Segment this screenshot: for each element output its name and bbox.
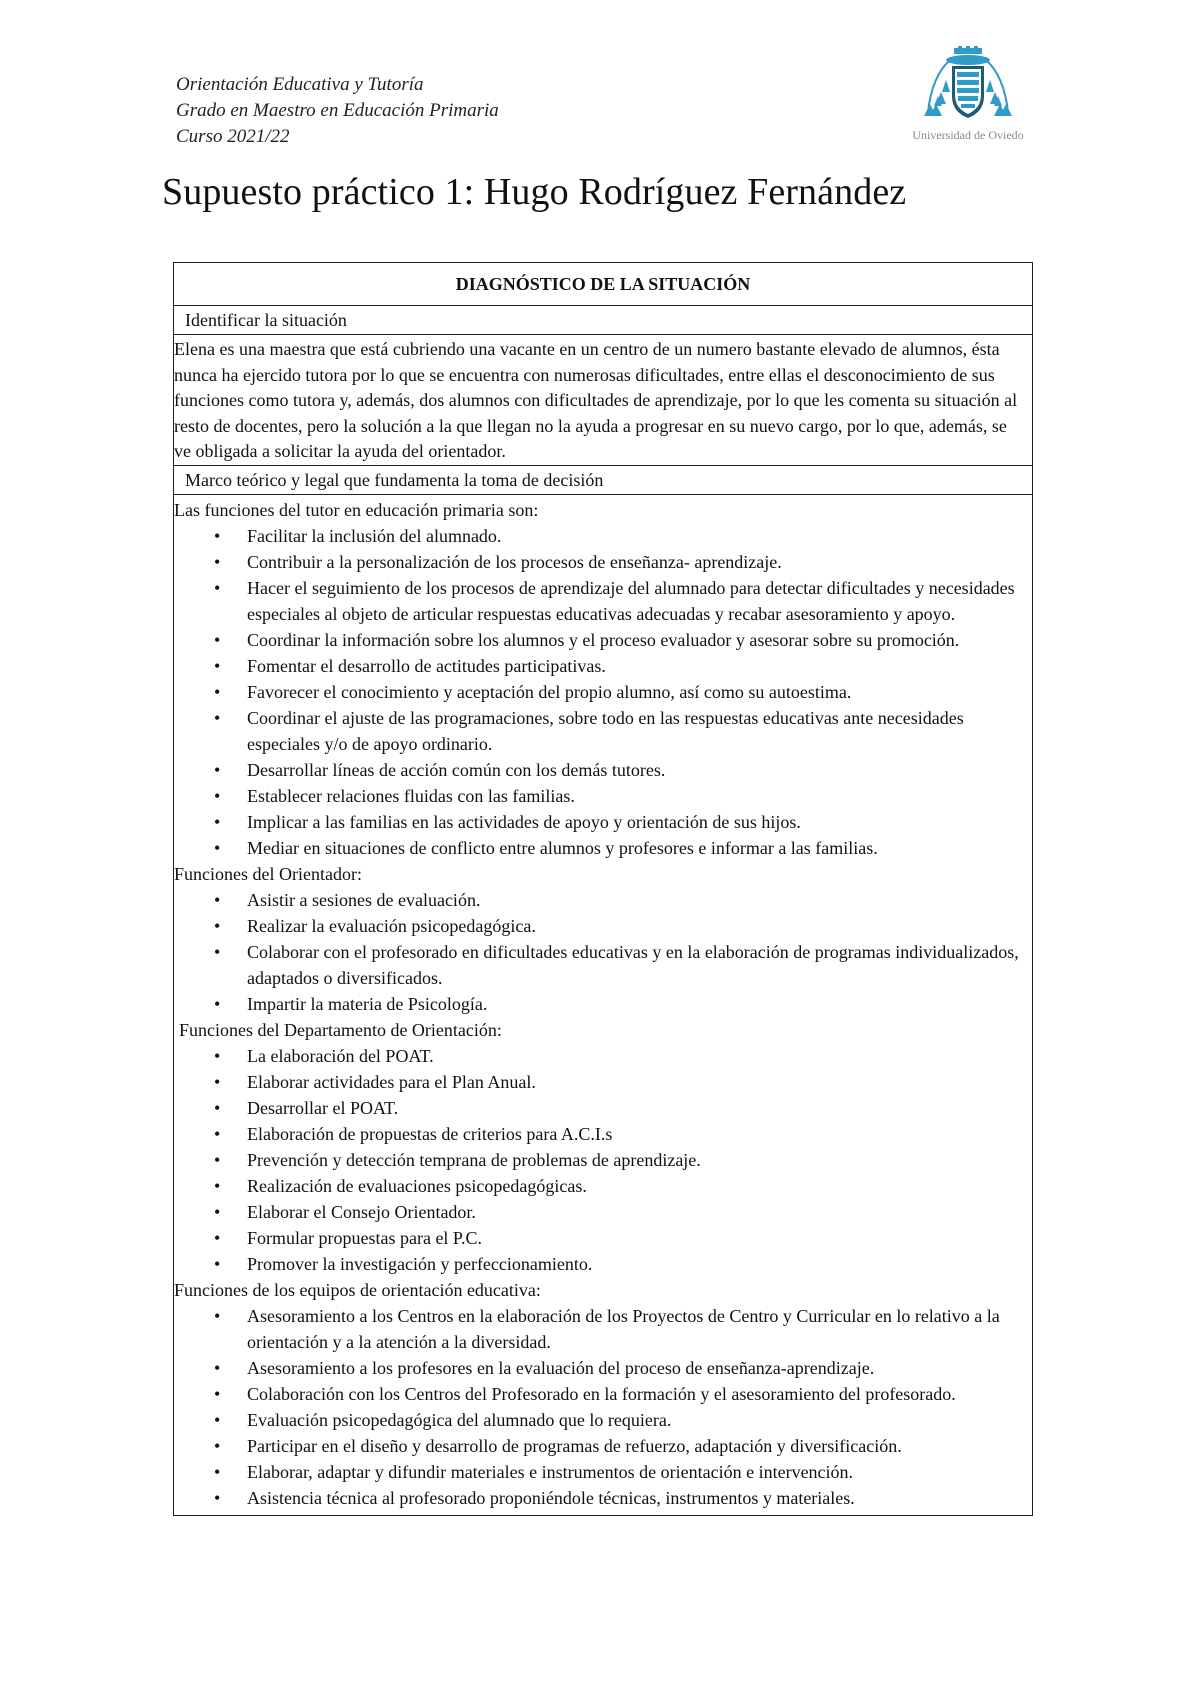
course-name: Orientación Educativa y Tutoría [176, 74, 424, 95]
table-heading: DIAGNÓSTICO DE LA SITUACIÓN [174, 263, 1032, 306]
list-item: • Realizar la evaluación psicopedagógica. [174, 913, 1032, 939]
group-tutor-functions [174, 497, 1032, 861]
list-item: • Desarrollar el POAT. [174, 1095, 1032, 1121]
diagnosis-table [173, 262, 1033, 1516]
university-name: Universidad de Oviedo [912, 128, 1024, 142]
list-item: • Promover la investigación y perfeccionamiento. [174, 1251, 1032, 1277]
list-item: • Realización de evaluaciones psicopedagógicas. [174, 1173, 1032, 1199]
list-item: • Elaboración de propuestas de criterios para A.C.I.s [174, 1121, 1032, 1147]
academic-year: Curso 2021/22 [176, 126, 290, 147]
framework-content [174, 495, 1032, 1515]
university-crest-icon [920, 46, 1016, 126]
list-item: • Asistir a sesiones de evaluación. [174, 887, 1032, 913]
list-item: • Formular propuestas para el P.C. [174, 1225, 1032, 1251]
situation-paragraph: Elena es una maestra que está cubriendo una vacante en un centro de un numero bastante elevado de alumnos, ésta nunca ha ejercido tutora por lo que se encuentra con numerosas dificultades, entre ellas el desconocimiento de sus funciones como tutora y, además, dos alumnos con dificultades de aprendizaje, por lo que les comenta su situación al resto de docentes, pero la solución a la que llegan no la ayuda a progresar en su nuevo cargo, por lo que, además, se ve obligada a solicitar la ayuda del orientador. [174, 335, 1032, 466]
list-item: • Asistencia técnica al profesorado proponiéndole técnicas, instrumentos y materiales. [174, 1485, 1032, 1511]
group-title: Funciones del Departamento de Orientación: [179, 1019, 502, 1040]
degree-name: Grado en Maestro en Educación Primaria [176, 100, 499, 121]
list-item: • Participar en el diseño y desarrollo de programas de refuerzo, adaptación y diversificación. [174, 1433, 1032, 1459]
list-item: • Elaborar el Consejo Orientador. [174, 1199, 1032, 1225]
document-header [176, 72, 499, 150]
group-title: Funciones del Orientador: [174, 863, 362, 884]
list-item: • Facilitar la inclusión del alumnado. [174, 523, 1032, 549]
list-item: • Coordinar la información sobre los alumnos y el proceso evaluador y asesorar sobre su promoción. [174, 627, 1032, 653]
list-item: • Colaboración con los Centros del Profesorado en la formación y el asesoramiento del profesorado. [174, 1381, 1032, 1407]
group-orientador-functions [174, 861, 1032, 1017]
section-label-framework: Marco teórico y legal que fundamenta la toma de decisión [174, 466, 1032, 495]
list-item: • Coordinar el ajuste de las programaciones, sobre todo en las respuestas educativas ante necesidades especiales y/o de apoyo ordinario. [174, 705, 1032, 757]
list-item: • Mediar en situaciones de conflicto entre alumnos y profesores e informar a las familias. [174, 835, 1032, 861]
university-logo [898, 46, 1038, 146]
list-item: • Implicar a las familias en las actividades de apoyo y orientación de sus hijos. [174, 809, 1032, 835]
bullet-list [174, 523, 1032, 861]
list-item: • Asesoramiento a los Centros en la elaboración de los Proyectos de Centro y Curricular en lo relativo a la orientación y a la atención a la diversidad. [174, 1303, 1032, 1355]
list-item: • Impartir la materia de Psicología. [174, 991, 1032, 1017]
list-item: • Prevención y detección temprana de problemas de aprendizaje. [174, 1147, 1032, 1173]
list-item: • Elaborar actividades para el Plan Anual. [174, 1069, 1032, 1095]
list-item: • Favorecer el conocimiento y aceptación del propio alumno, así como su autoestima. [174, 679, 1032, 705]
list-item: • Desarrollar líneas de acción común con los demás tutores. [174, 757, 1032, 783]
list-item: • Contribuir a la personalización de los procesos de enseñanza- aprendizaje. [174, 549, 1032, 575]
section-label-situation: Identificar la situación [174, 306, 1032, 335]
list-item: • Hacer el seguimiento de los procesos de aprendizaje del alumnado para detectar dificultades y necesidades especiales al objeto de articular respuestas educativas adecuadas y recabar asesoramiento y apoyo. [174, 575, 1032, 627]
list-item: • Asesoramiento a los profesores en la evaluación del proceso de enseñanza-aprendizaje. [174, 1355, 1032, 1381]
group-department-functions [174, 1017, 1032, 1277]
bullet-list [174, 1303, 1032, 1511]
group-title: Funciones de los equipos de orientación educativa: [174, 1279, 541, 1300]
list-item: • Establecer relaciones fluidas con las familias. [174, 783, 1032, 809]
document-title: Supuesto práctico 1: Hugo Rodríguez Fernández [162, 171, 907, 213]
list-item: • Colaborar con el profesorado en dificultades educativas y en la elaboración de programas individualizados, adaptados o diversificados. [174, 939, 1032, 991]
list-item: • Fomentar el desarrollo de actitudes participativas. [174, 653, 1032, 679]
bullet-list [174, 1043, 1032, 1277]
list-item: • Evaluación psicopedagógica del alumnado que lo requiera. [174, 1407, 1032, 1433]
list-item: • Elaborar, adaptar y difundir materiales e instrumentos de orientación e intervención. [174, 1459, 1032, 1485]
bullet-list [174, 887, 1032, 1017]
list-item: • La elaboración del POAT. [174, 1043, 1032, 1069]
group-teams-functions [174, 1277, 1032, 1511]
group-title: Las funciones del tutor en educación primaria son: [174, 499, 539, 520]
